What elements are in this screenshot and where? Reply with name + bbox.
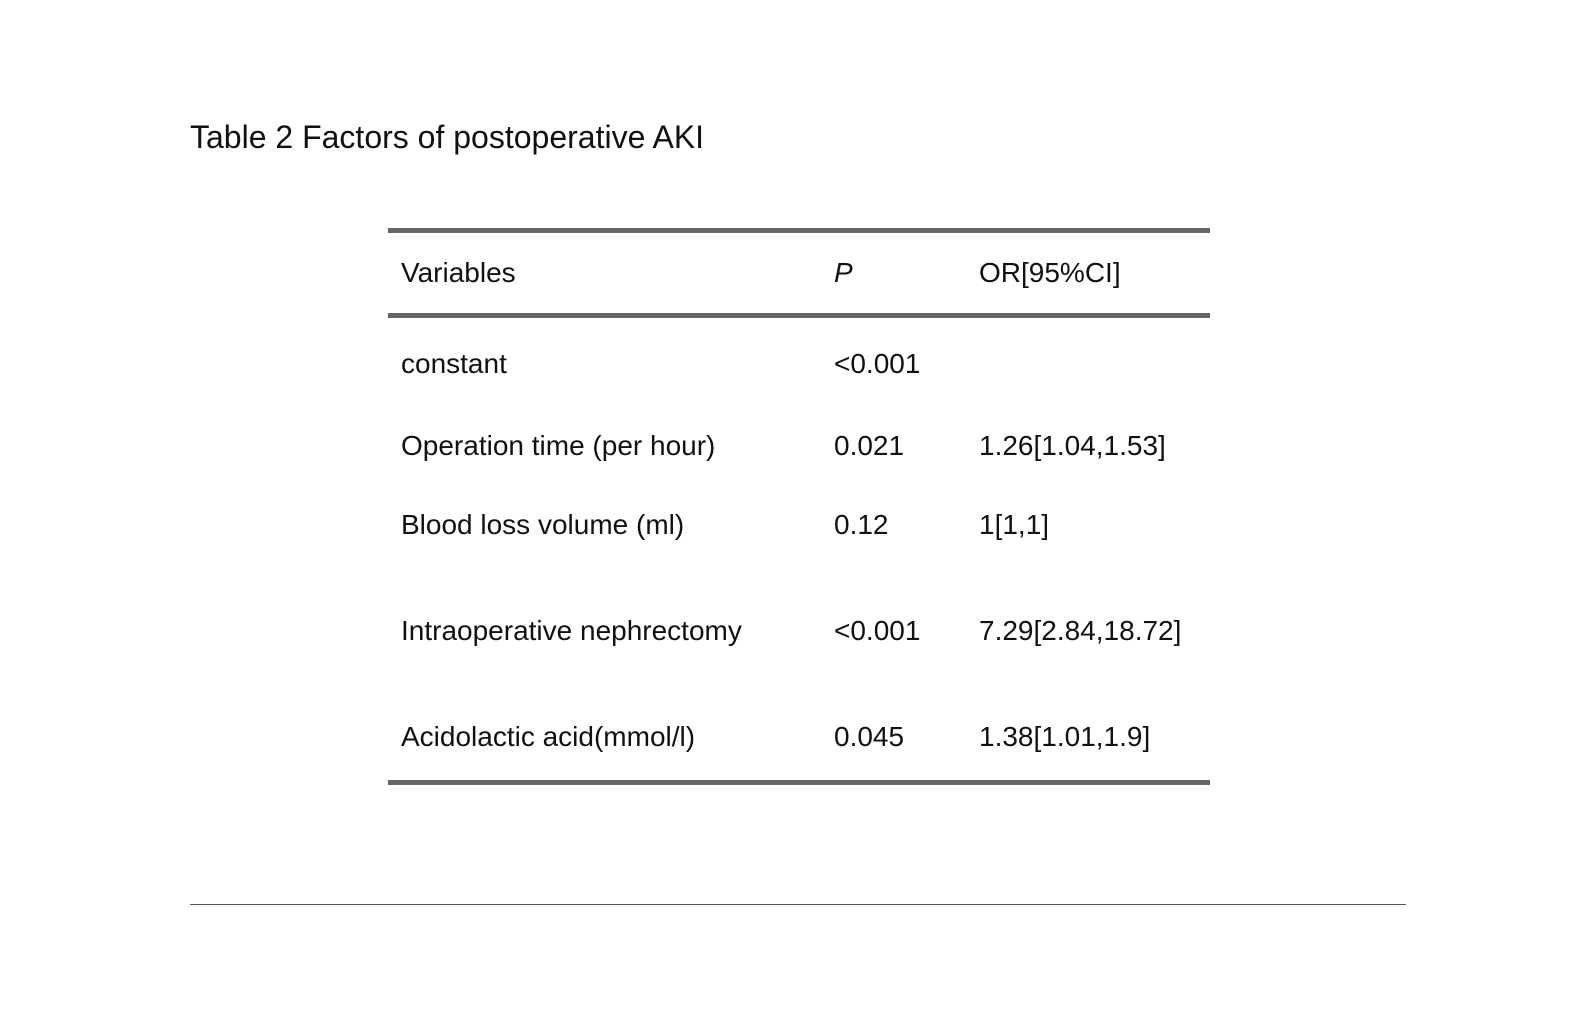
cell-p-value: 0.12 [834,509,889,540]
table-row [388,482,1210,568]
table-caption: Table 2 Factors of postoperative AKI [190,119,705,155]
table-row [388,410,1210,482]
cell-odds-ratio: 7.29[2.84,18.72] [979,615,1182,646]
factors-table-container [388,228,1210,785]
header-odds-ratio: OR[95%CI] [966,231,1210,316]
cell-odds-ratio: 1[1,1] [979,509,1050,540]
footer-divider [190,904,1406,905]
factors-table [388,228,1210,785]
header-variables: Variables [388,231,821,316]
cell-p-value: 0.045 [821,694,966,783]
cell-variable: Acidolactic acid(mmol/l) [388,694,821,783]
cell-variable: Operation time (per hour) [401,430,716,461]
table-row [388,694,1210,783]
cell-variable: Intraoperative nephrectomy [401,615,742,646]
cell-odds-ratio: 1.26[1.04,1.53] [979,430,1166,461]
header-row [388,231,1210,316]
cell-p-value: 0.021 [834,430,905,461]
cell-variable: constant [401,348,507,379]
cell-variable: Blood loss volume (ml) [401,509,685,540]
header-p-value: P [821,231,966,316]
table-body [388,316,1210,783]
table-row [388,568,1210,694]
cell-odds-ratio: 1.38[1.01,1.9] [966,694,1210,783]
table-row [388,316,1210,411]
cell-odds-ratio [966,316,1210,411]
cell-p-value: <0.001 [834,348,921,379]
table-header [388,231,1210,316]
cell-p-value: <0.001 [834,615,921,646]
